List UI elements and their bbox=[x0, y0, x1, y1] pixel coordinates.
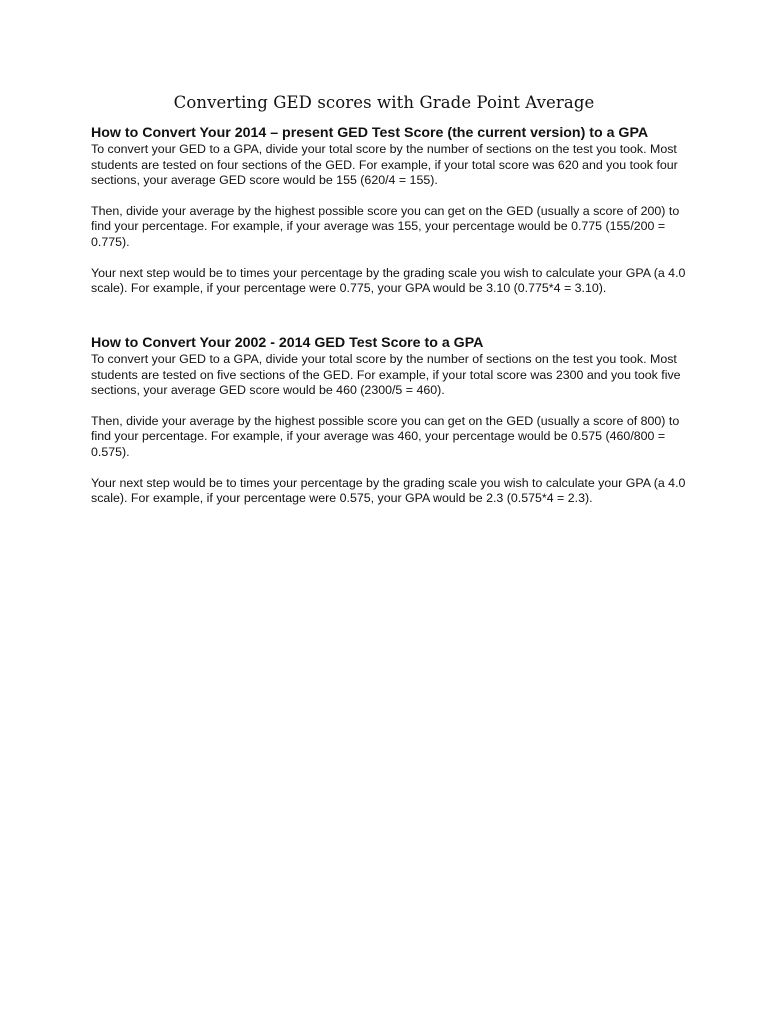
document-title: Converting GED scores with Grade Point Average bbox=[173, 93, 595, 112]
paragraph-gpa: Your next step would be to times your percentage by the grading scale you wish to calculate your GPA (a 4.0 scale). For example, if your percentage were 0.775, your GPA would be 3.10 (0.775*4 = 3.10). bbox=[91, 265, 686, 296]
paragraph-average: To convert your GED to a GPA, divide your total score by the number of sections on the test you took. Most students are tested on five sections of the GED. For example, if your total score was 2300 and you took five sections, your average GED score would be 460 (2300/5 = 460). bbox=[91, 352, 681, 398]
section-heading: How to Convert Your 2014 – present GED Test Score (the current version) to a GPA bbox=[91, 125, 649, 141]
paragraph-percentage: Then, divide your average by the highest possible score you can get on the GED (usually a score of 200) to find your percentage. For example, if your average was 155, your percentage would be 0.775 (155/200 = 0.775). bbox=[91, 203, 680, 249]
paragraph-percentage: Then, divide your average by the highest possible score you can get on the GED (usually a score of 800) to find your percentage. For example, if your average was 460, your percentage would be 0.575 (460/800 = 0.575). bbox=[91, 413, 680, 459]
paragraph-gpa: Your next step would be to times your percentage by the grading scale you wish to calculate your GPA (a 4.0 scale). For example, if your percentage were 0.575, your GPA would be 2.3 (0.575*4 = 2.3). bbox=[91, 475, 686, 506]
section-heading: How to Convert Your 2002 - 2014 GED Test Score to a GPA bbox=[91, 335, 484, 351]
paragraph-average: To convert your GED to a GPA, divide your total score by the number of sections on the test you took. Most students are tested on four sections of the GED. For example, if your total score was 620 and you took four sections, your average GED score would be 155 (620/4 = 155). bbox=[91, 142, 678, 188]
section-2002-2014 bbox=[91, 334, 691, 522]
section-2014-present bbox=[91, 124, 691, 312]
